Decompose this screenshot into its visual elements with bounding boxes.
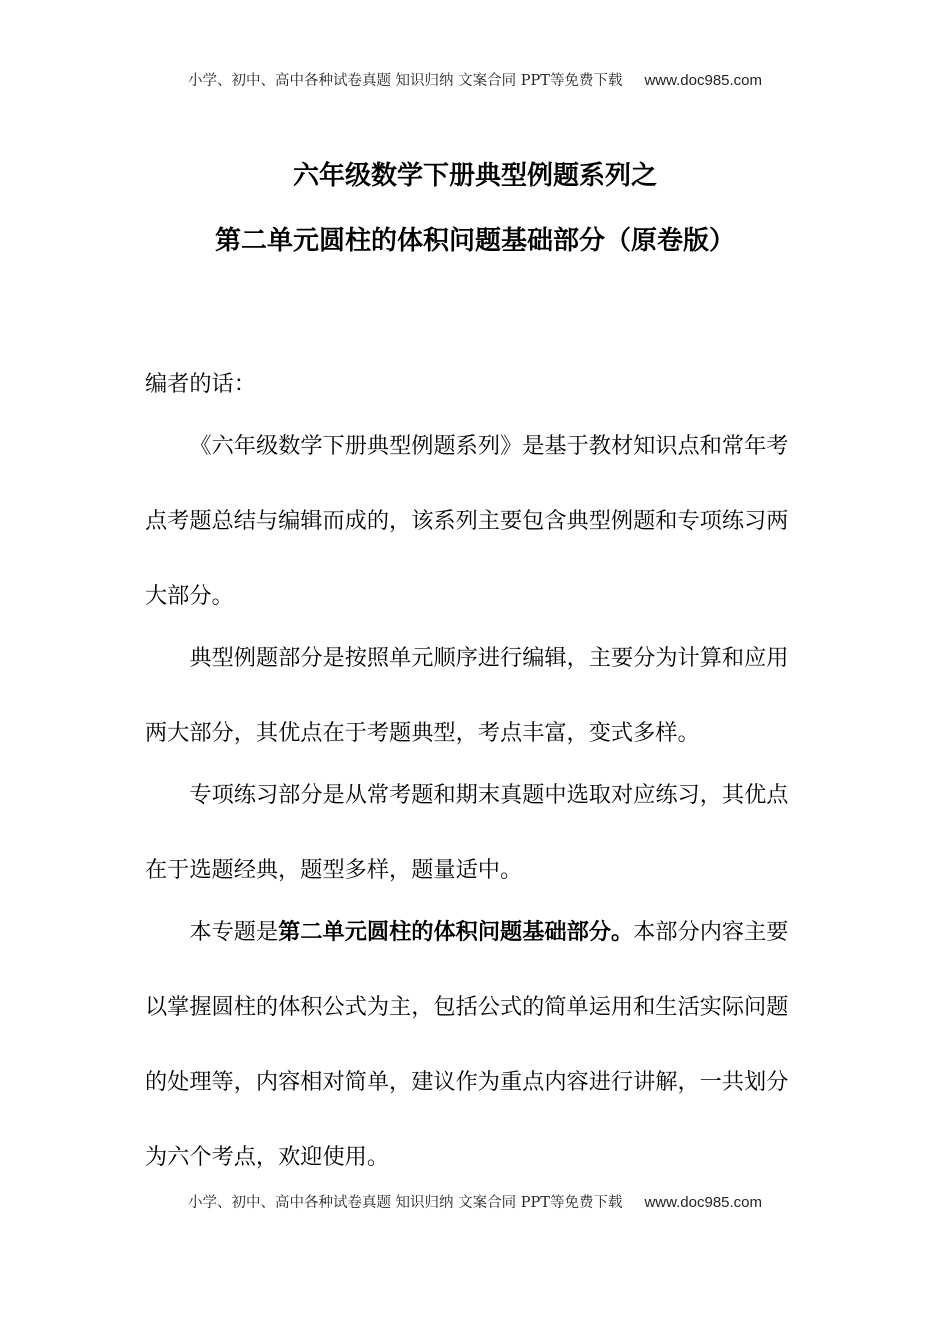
paragraph-examples: 典型例题部分是按照单元顺序进行编辑，主要分为计算和应用两大部分，其优点在于考题典型，考点丰富，变式多样。 [145,645,789,746]
footer-url: www.doc985.com [644,1194,763,1211]
document-title-line2: 第二单元圆柱的体积问题基础部分（原卷版） [214,226,735,256]
footer-text: 小学、初中、高中各种试卷真题 知识归纳 文案合同 PPT等免费下载 [187,1195,623,1211]
topic-name: 第二单元圆柱的体积问题基础部分。 [278,919,634,945]
header-url: www.doc985.com [644,72,763,89]
paragraph-exercises: 专项练习部分是从常考题和期末真题中选取对应练习，其优点在于选题经典，题型多样，题量适中。 [145,782,789,883]
paragraph-topic [145,895,793,1195]
document-body [145,347,793,1195]
editor-note-heading: 编者的话： [145,371,256,397]
document-title-line1: 六年级数学下册典型例题系列之 [292,161,657,191]
topic-prefix: 本专题是 [189,919,279,945]
page-footer [0,1191,950,1212]
paragraph-series-intro: 《六年级数学下册典型例题系列》是基于教材知识点和常年考点考题总结与编辑而成的，该系列主要包含典型例题和专项练习两大部分。 [145,433,789,609]
topic-description: 本部分内容主要以掌握圆柱的体积公式为主，包括公式的简单运用和生活实际问题的处理等，内容相对简单，建议作为重点内容进行讲解，一共划分为六个考点，欢迎使用。 [145,919,789,1170]
page-header [0,69,950,90]
header-text: 小学、初中、高中各种试卷真题 知识归纳 文案合同 PPT等免费下载 [187,73,623,89]
